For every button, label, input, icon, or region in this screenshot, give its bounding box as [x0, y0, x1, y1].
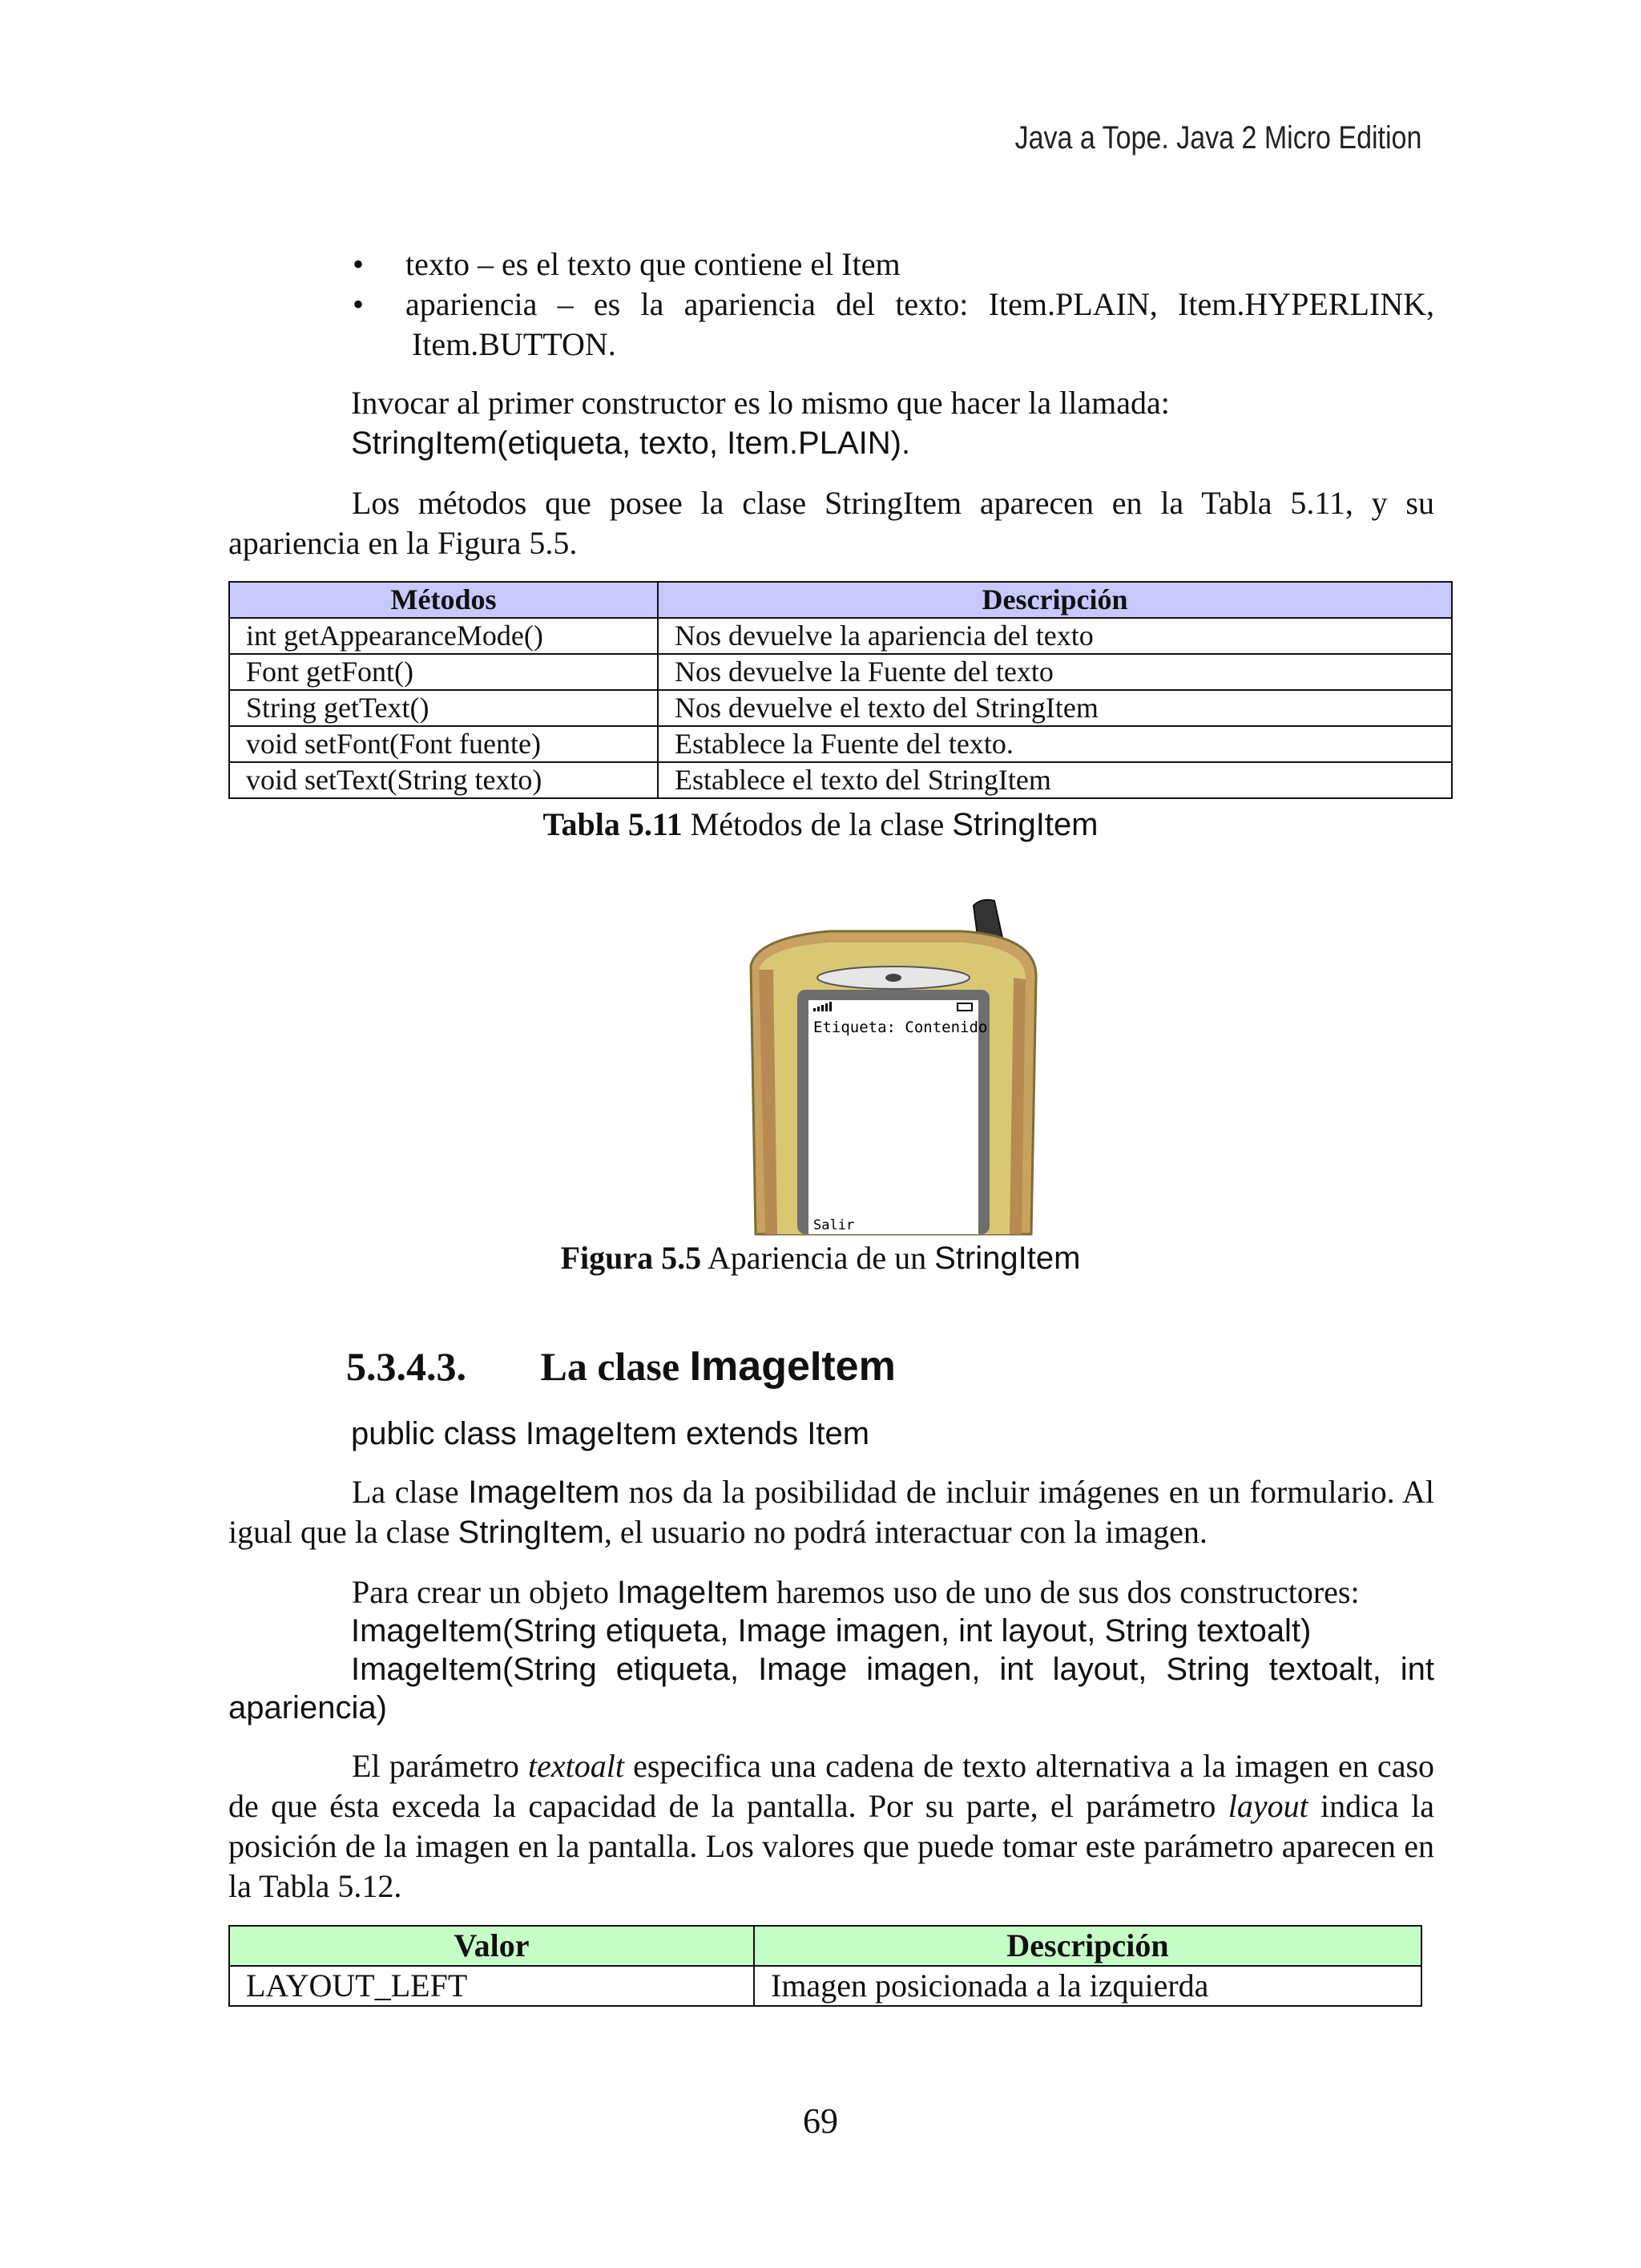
text-run: especifica una cadena de texto alternativa a la imagen en caso de que ésta exceda la capacidad de la pantalla. Por su parte, el parámetro: [228, 1748, 1435, 1824]
bullet-icon: •: [353, 286, 365, 322]
constructor-signature-continued: apariencia): [228, 1690, 387, 1725]
constructor-signature: ImageItem(String etiqueta, Image imagen, int layout, String textoalt): [351, 1613, 1312, 1649]
code-snippet: StringItem(etiqueta, texto, Item.PLAIN).: [351, 426, 911, 461]
paragraph: Invocar al primer constructor es lo mismo que hacer la llamada:: [351, 385, 1170, 421]
table-cell: int getAppearanceMode(): [229, 618, 658, 654]
table-header-cell: Valor: [229, 1926, 754, 1966]
table-row: [229, 654, 1452, 690]
paragraph: [228, 1746, 1434, 1907]
inline-code: ImageItem: [468, 1475, 620, 1510]
text-run: haremos uso de uno de sus dos constructores:: [776, 1574, 1360, 1610]
table-row: [229, 762, 1452, 798]
bullet-item: [353, 285, 1434, 365]
italic-term: textoalt: [528, 1748, 624, 1784]
table-cell: Establece el texto del StringItem: [658, 762, 1452, 798]
caption-label: Tabla 5.11: [542, 806, 683, 842]
table-cell: Nos devuelve la Fuente del texto: [658, 654, 1452, 690]
screen-label-text: Etiqueta: Contenido: [813, 1019, 988, 1036]
text-run: El parámetro: [352, 1748, 519, 1784]
table-caption: [0, 805, 1641, 845]
section-title-class: ImageItem: [689, 1343, 896, 1390]
paragraph: [228, 1572, 1434, 1612]
parent-class: Item: [807, 1416, 870, 1451]
table-header-cell: Descripción: [754, 1926, 1421, 1966]
table-cell: String getText(): [229, 690, 658, 726]
keyword: public class: [351, 1416, 517, 1451]
table-header-row: [229, 582, 1452, 618]
constructor-signature: ImageItem(String etiqueta, Image imagen, int layout, String textoalt, int: [351, 1652, 1434, 1687]
italic-term: layout: [1228, 1788, 1308, 1824]
phone-figure: [741, 890, 1046, 1242]
inline-code: StringItem: [458, 1515, 604, 1550]
table-cell: Font getFont(): [229, 654, 658, 690]
table-header-cell: Descripción: [658, 582, 1452, 618]
class-name: ImageItem: [525, 1416, 677, 1451]
table-cell: Establece la Fuente del texto.: [658, 726, 1452, 762]
figure-caption: [0, 1238, 1641, 1278]
text-run: La clase: [352, 1474, 459, 1510]
table-cell: void setFont(Font fuente): [229, 726, 658, 762]
bullet-text-continued: Item.BUTTON.: [412, 326, 616, 362]
table-header-row: [229, 1926, 1421, 1966]
running-header: Java a Tope. Java 2 Micro Edition: [1014, 120, 1421, 155]
softkey-label: Salir: [813, 1217, 855, 1233]
section-title-prefix: La clase: [540, 1344, 680, 1389]
table-cell: Nos devuelve la apariencia del texto: [658, 618, 1452, 654]
section-heading: [346, 1343, 896, 1390]
table-cell: void setText(String texto): [229, 762, 658, 798]
table-row: [229, 690, 1452, 726]
table-cell: LAYOUT_LEFT: [229, 1966, 754, 2006]
table-row: [229, 1966, 1421, 2006]
table-cell: Nos devuelve el texto del StringItem: [658, 690, 1452, 726]
caption-label: Figura 5.5: [560, 1240, 702, 1276]
text-run: , el usuario no podrá interactuar con la imagen.: [603, 1514, 1208, 1550]
caption-text: Apariencia de un: [707, 1240, 927, 1276]
inline-code: ImageItem: [616, 1575, 768, 1610]
bullet-text: texto – es el texto que contiene el Item: [405, 246, 901, 282]
table-cell: Imagen posicionada a la izquierda: [754, 1966, 1421, 2006]
keyword: extends: [685, 1416, 799, 1451]
caption-class-name: StringItem: [934, 1241, 1081, 1276]
section-number: 5.3.4.3.: [346, 1344, 466, 1389]
bullet-icon: •: [353, 246, 365, 282]
page-number: 69: [803, 2101, 838, 2141]
paragraph: Los métodos que posee la clase StringItem aparecen en la Tabla 5.11, y su apariencia en la Figura 5.5.: [228, 485, 1434, 561]
table-row: [229, 726, 1452, 762]
text-run: nos da la posibilidad de incluir imágenes en un formulario. Al igual que la clase: [228, 1474, 1434, 1550]
table-row: [229, 618, 1452, 654]
layout-values-table: [228, 1925, 1422, 2007]
bullet-text: apariencia – es la apariencia del texto: Item.PLAIN, Item.HYPERLINK,: [405, 286, 1434, 322]
text-run: Para crear un objeto: [352, 1574, 609, 1610]
text-run: indica la posición de la imagen en la pantalla. Los valores que puede tomar este parámetro aparecen en la Tabla 5.12.: [228, 1788, 1435, 1904]
caption-text: Métodos de la clase: [690, 806, 945, 842]
caption-class-name: StringItem: [952, 807, 1099, 842]
class-declaration: [351, 1414, 869, 1454]
paragraph: [228, 1472, 1434, 1552]
methods-table: [228, 581, 1453, 799]
table-header-cell: Métodos: [229, 582, 658, 618]
